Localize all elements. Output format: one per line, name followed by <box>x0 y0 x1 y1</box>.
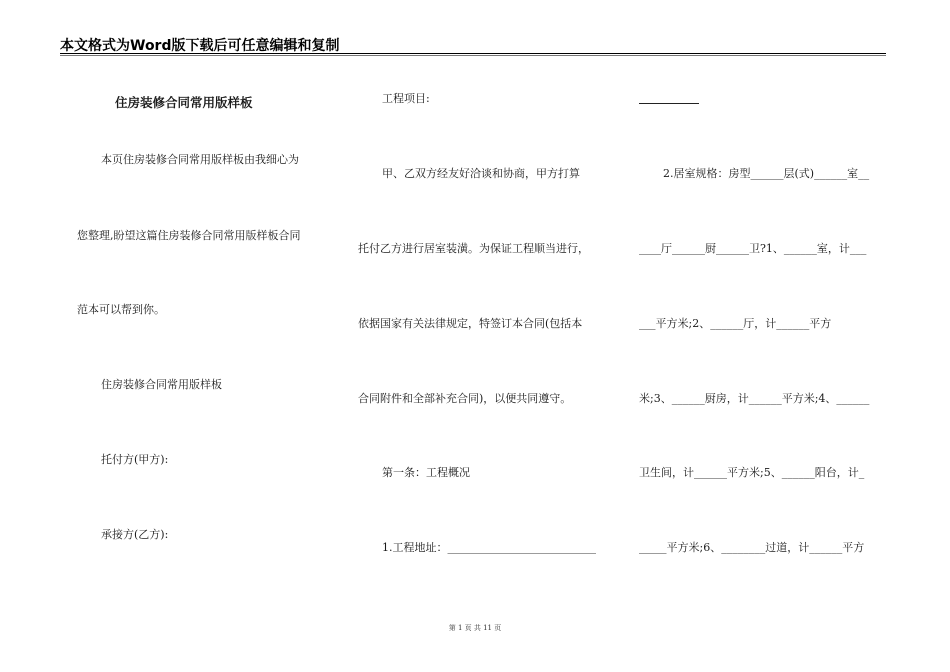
header-title: 本文格式为Word版下载后可任意编辑和复制 <box>60 38 340 54</box>
paragraph-line: 卫生间，计______平方米;5、______阳台，计_ <box>639 466 865 479</box>
document-title: 住房装修合同常用版样板 <box>115 95 253 110</box>
address-line: 1.工程地址：___________________________ <box>382 541 596 554</box>
paragraph-line: 您整理,盼望这篇住房装修合同常用版样板合同 <box>77 229 301 242</box>
paragraph-line: ____厅______厨______卫?1、______室，计___ <box>639 242 867 255</box>
paragraph-line: 依据国家有关法律规定，特签订本合同(包括本 <box>358 317 583 330</box>
section-heading: 第一条：工程概况 <box>382 466 470 479</box>
paragraph-line: 托付乙方进行居室装潢。为保证工程顺当进行， <box>358 242 589 255</box>
page-number-footer: 第 1 页 共 11 页 <box>448 624 502 632</box>
paragraph-line: _____平方米;6、________过道，计______平方 <box>639 541 865 554</box>
project-blank-line <box>639 103 699 104</box>
party-b-label: 承接方(乙方): <box>101 528 169 541</box>
header-divider-thin <box>60 55 886 56</box>
paragraph-line: 住房装修合同常用版样板 <box>101 378 222 391</box>
paragraph-line: 合同附件和全部补充合同)，以便共同遵守。 <box>358 392 572 405</box>
header-divider <box>60 53 886 54</box>
paragraph-line: 本页住房装修合同常用版样板由我细心为 <box>101 153 299 166</box>
paragraph-line: 范本可以帮到你。 <box>77 303 165 316</box>
paragraph-line: 甲、乙双方经友好洽谈和协商，甲方打算 <box>382 167 580 180</box>
party-a-label: 托付方(甲方): <box>101 453 169 466</box>
paragraph-line: ___平方米;2、______厅，计______平方 <box>639 317 832 330</box>
paragraph-line: 米;3、______厨房，计______平方米;4、______ <box>639 392 870 405</box>
project-label: 工程项目: <box>382 92 430 105</box>
paragraph-line: 2.居室规格：房型______层(式)______室__ <box>663 167 870 180</box>
